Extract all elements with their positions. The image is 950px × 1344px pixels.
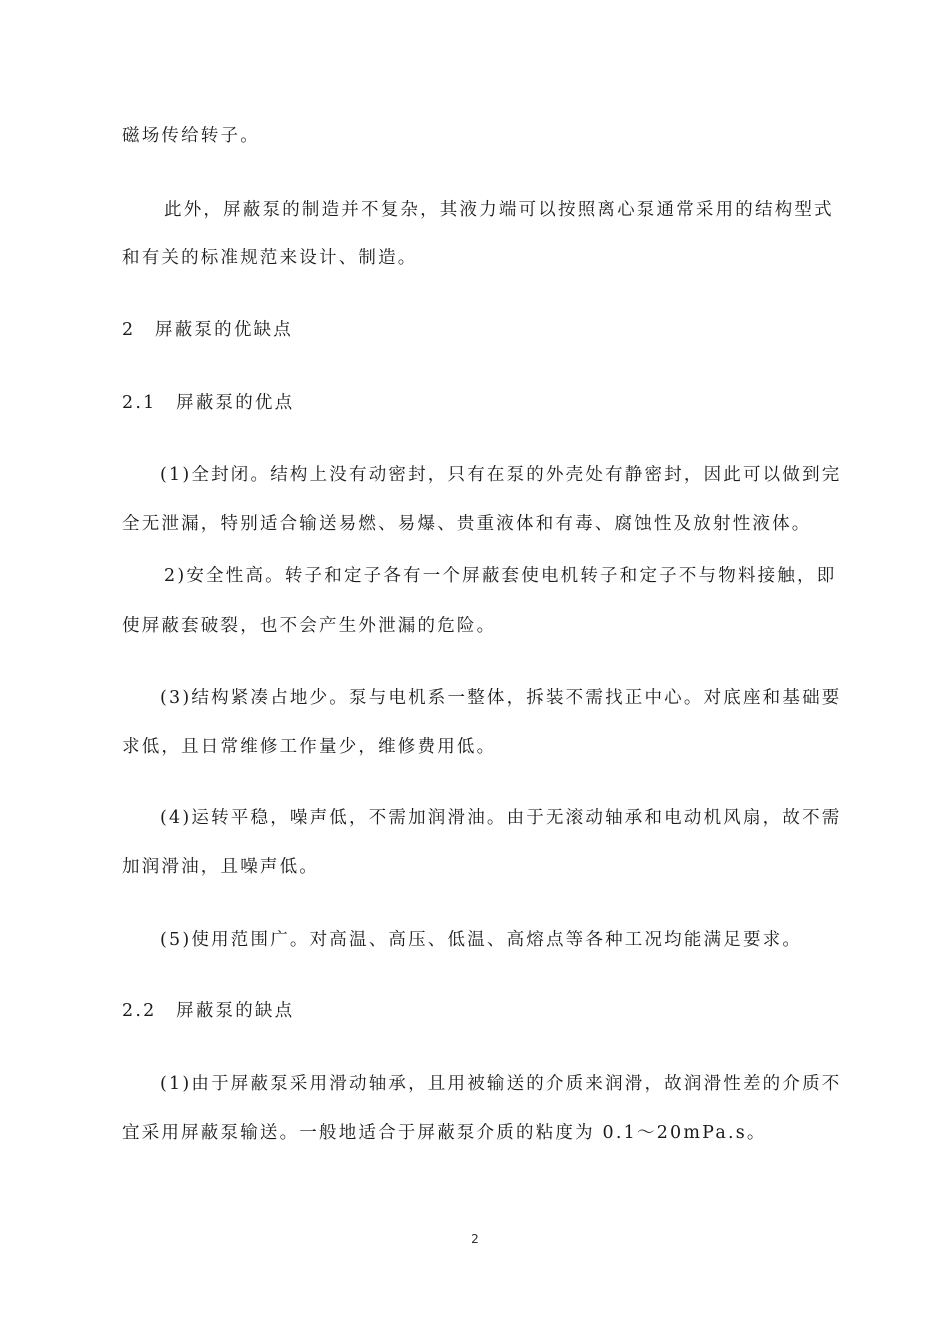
section-heading: 2 屏蔽泵的优缺点 (122, 320, 293, 340)
paragraph-line: (1)由于屏蔽泵采用滑动轴承，且用被输送的介质来润滑，故润滑性差的介质不 (160, 1074, 842, 1094)
paragraph-line: (3)结构紧凑占地少。泵与电机系一整体，拆装不需找正中心。对底座和基础要 (160, 688, 842, 708)
paragraph-line: 2)安全性高。转子和定子各有一个屏蔽套使电机转子和定子不与物料接触，即 (164, 566, 837, 586)
page-number: 2 (471, 1232, 479, 1246)
paragraph-line: (1)全封闭。结构上没有动密封，只有在泵的外壳处有静密封，因此可以做到完 (160, 465, 842, 485)
subsection-heading: 2.1 屏蔽泵的优点 (122, 393, 295, 413)
paragraph-line: 求低，且日常维修工作量少，维修费用低。 (122, 737, 497, 757)
paragraph-line: 磁场传给转子。 (122, 126, 260, 146)
paragraph-line: 此外，屏蔽泵的制造并不复杂，其液力端可以按照离心泵通常采用的结构型式 (164, 200, 834, 220)
paragraph-line: 加润滑油，且噪声低。 (122, 857, 319, 877)
paragraph-line: 使屏蔽套破裂，也不会产生外泄漏的危险。 (122, 616, 497, 636)
paragraph-line: 宜采用屏蔽泵输送。一般地适合于屏蔽泵介质的粘度为 0.1～20mPa.s。 (122, 1123, 767, 1143)
paragraph-line: 和有关的标准规范来设计、制造。 (122, 248, 418, 268)
paragraph-line: (4)运转平稳，噪声低，不需加润滑油。由于无滚动轴承和电动机风扇，故不需 (160, 808, 842, 828)
paragraph-line: (5)使用范围广。对高温、高压、低温、高熔点等各种工况均能满足要求。 (160, 930, 803, 950)
paragraph-line: 全无泄漏，特别适合输送易燃、易爆、贵重液体和有毒、腐蚀性及放射性液体。 (122, 514, 812, 534)
subsection-heading: 2.2 屏蔽泵的缺点 (122, 1001, 295, 1021)
